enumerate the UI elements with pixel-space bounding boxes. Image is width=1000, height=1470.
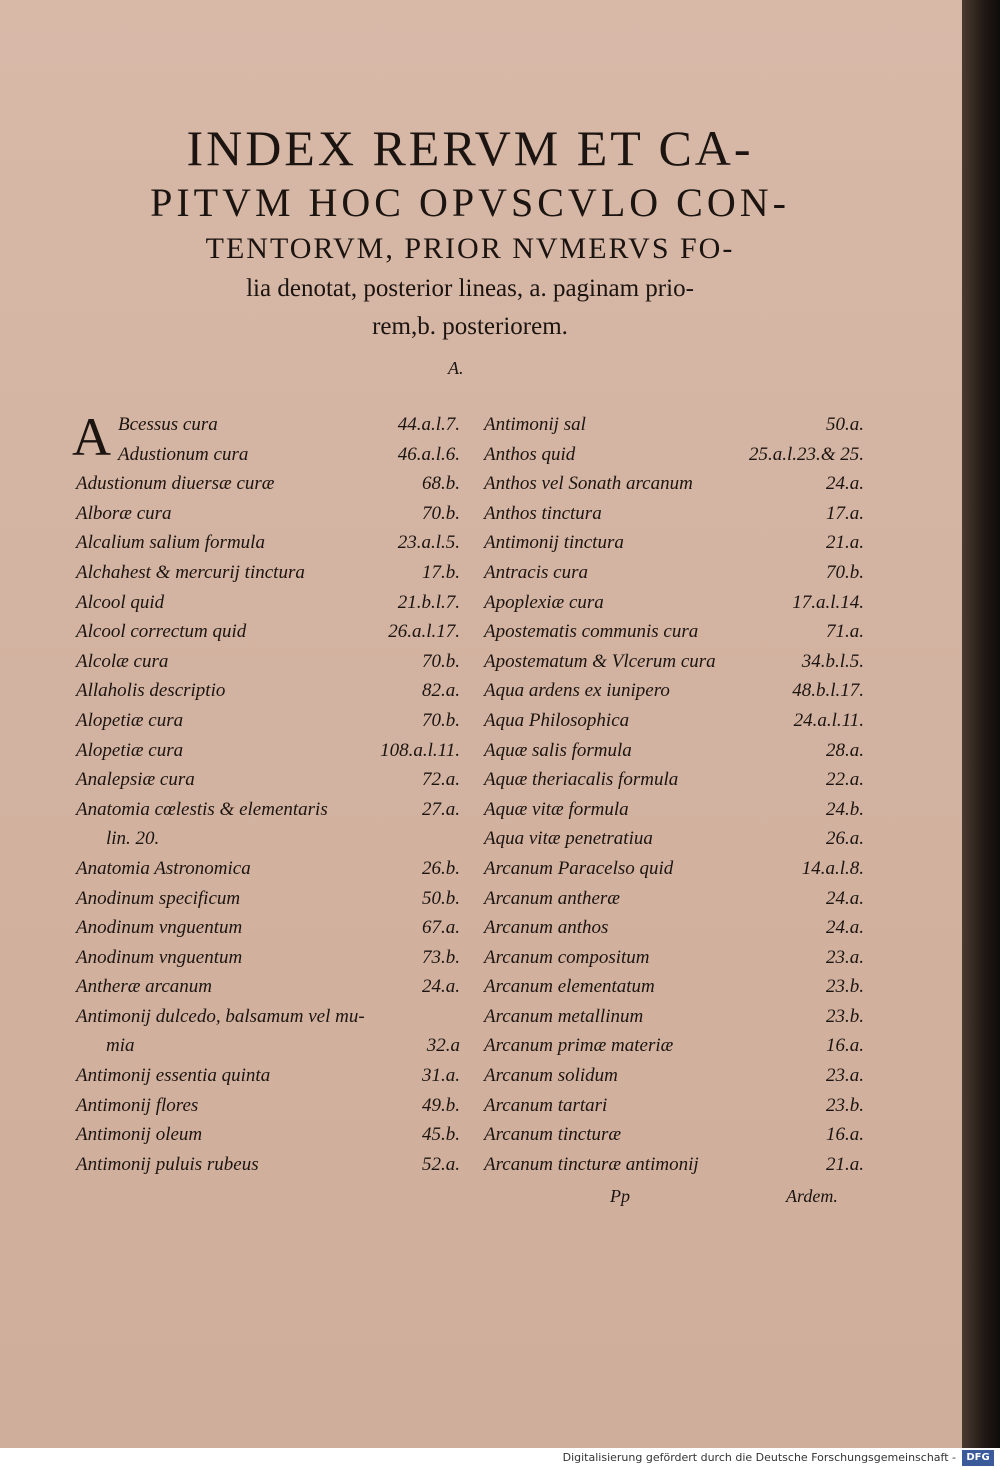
- drop-cap: A: [72, 407, 111, 467]
- entry-reference: 28.a.: [826, 739, 864, 761]
- entry-term: Antracis cura: [484, 561, 588, 583]
- entry-term: Aqua ardens ex iunipero: [484, 680, 670, 702]
- index-entry: [76, 1035, 460, 1065]
- index-entry: [76, 1006, 460, 1036]
- index-entry: [484, 740, 864, 770]
- entry-term: Anodinum vnguentum: [76, 917, 243, 939]
- index-entry: [76, 592, 460, 622]
- entry-term: Antheræ arcanum: [76, 976, 212, 998]
- index-entry: [484, 828, 864, 858]
- index-entry: [76, 1154, 460, 1184]
- entry-reference: 24.a.: [826, 917, 864, 939]
- page-edge: [962, 0, 1000, 1448]
- index-column-right: [484, 414, 864, 1183]
- entry-term: Alboræ cura: [76, 502, 172, 524]
- index-entry: [484, 621, 864, 651]
- entry-reference: 17.a.l.14.: [792, 591, 864, 613]
- index-entry: [76, 917, 460, 947]
- entry-term: Antimonij dulcedo, balsamum vel mu-: [76, 1005, 365, 1027]
- title-line-3: TENTORVM, PRIOR NVMERVS FO-: [205, 232, 735, 265]
- entry-term: Anthos vel Sonath arcanum: [484, 473, 693, 495]
- entry-reference: 70.b.: [826, 561, 864, 583]
- entry-term: Alcalium salium formula: [76, 532, 265, 554]
- entry-reference: 21.a.: [826, 532, 864, 554]
- entry-term: Anodinum vnguentum: [76, 946, 243, 968]
- entry-term: Antimonij essentia quinta: [76, 1065, 271, 1087]
- entry-term: lin. 20.: [106, 828, 160, 850]
- signature-mark: Pp: [610, 1186, 630, 1206]
- entry-term: Bcessus cura: [118, 414, 218, 435]
- index-entry: [76, 710, 460, 740]
- entry-term: Arcanum antheræ: [484, 887, 620, 909]
- entry-reference: 67.a.: [422, 917, 460, 939]
- entry-reference: 72.a.: [422, 769, 460, 791]
- entry-reference: 24.a.: [422, 976, 460, 998]
- entry-term: Anthos tinctura: [484, 502, 602, 524]
- entry-term: Arcanum primæ materiæ: [484, 1035, 674, 1057]
- entry-reference: 27.a.: [422, 798, 460, 820]
- index-entry: [76, 1065, 460, 1095]
- entry-term: Arcanum compositum: [484, 946, 650, 968]
- entry-reference: 34.b.l.5.: [801, 650, 864, 672]
- entry-reference: 32.a: [426, 1035, 460, 1057]
- index-entry: [76, 828, 460, 858]
- entry-reference: 24.b.: [826, 798, 864, 820]
- entry-reference: 26.a.: [826, 828, 864, 850]
- entry-reference: 50.b.: [422, 887, 460, 909]
- entry-term: Allaholis descriptio: [76, 680, 226, 702]
- index-entry: [76, 621, 460, 651]
- entry-reference: 23.a.: [826, 946, 864, 968]
- index-entry: [484, 976, 864, 1006]
- entry-term: Antimonij oleum: [76, 1124, 203, 1146]
- index-entry: [76, 680, 460, 710]
- entry-reference: 68.b.: [422, 473, 460, 495]
- index-title: [60, 118, 880, 346]
- entry-term: Arcanum Paracelso quid: [484, 857, 674, 879]
- index-entry: [484, 917, 864, 947]
- entry-reference: 50.a.: [826, 414, 864, 435]
- entry-term: Anthos quid: [484, 443, 576, 465]
- entry-reference: 71.a.: [826, 621, 864, 643]
- entry-term: Alopetiæ cura: [76, 739, 184, 761]
- entry-term: Arcanum anthos: [484, 917, 609, 939]
- entry-term: Aquæ vitæ formula: [484, 798, 629, 820]
- index-entry: [484, 680, 864, 710]
- entry-reference: 48.b.l.17.: [792, 680, 864, 702]
- index-entry: [484, 888, 864, 918]
- index-entry: [484, 947, 864, 977]
- entry-reference: 17.a.: [826, 502, 864, 524]
- entry-reference: 16.a.: [826, 1035, 864, 1057]
- index-entry: [484, 473, 864, 503]
- entry-term: Aquæ salis formula: [484, 739, 632, 761]
- entry-reference: 82.a.: [422, 680, 460, 702]
- entry-reference: 26.b.: [422, 857, 460, 879]
- catchword: Ardem.: [786, 1186, 838, 1206]
- entry-term: Arcanum tartari: [484, 1094, 608, 1116]
- entry-reference: 26.a.l.17.: [388, 621, 460, 643]
- title-line-5: rem,b. posteriorem.: [372, 313, 568, 340]
- index-entry: [76, 1095, 460, 1125]
- index-entry: [76, 769, 460, 799]
- footer-credit: Digitalisierung gefördert durch die Deutsche Forschungsgemeinschaft -: [562, 1451, 956, 1464]
- entry-term: Arcanum elementatum: [484, 976, 655, 998]
- entry-reference: 24.a.: [826, 887, 864, 909]
- entry-reference: 17.b.: [422, 561, 460, 583]
- entry-reference: 70.b.: [422, 502, 460, 524]
- title-line-4: lia denotat, posterior lineas, a. paginam prio-: [246, 275, 694, 302]
- entry-reference: 22.a.: [826, 769, 864, 791]
- index-entry: [76, 740, 460, 770]
- entry-reference: 23.a.l.5.: [397, 532, 460, 554]
- entry-term: Alchahest & mercurij tinctura: [76, 561, 305, 583]
- index-entry: [76, 976, 460, 1006]
- entry-reference: 23.b.: [826, 976, 864, 998]
- entry-term: Antimonij puluis rubeus: [76, 1153, 259, 1175]
- entry-reference: 23.b.: [826, 1094, 864, 1116]
- entry-term: Aqua vitæ penetratiua: [484, 828, 653, 850]
- entry-reference: 14.a.l.8.: [801, 857, 864, 879]
- entry-reference: 44.a.l.7.: [397, 414, 460, 435]
- index-entry: [76, 888, 460, 918]
- entry-term: Alcolæ cura: [76, 650, 169, 672]
- section-letter: A.: [448, 358, 464, 378]
- entry-reference: 70.b.: [422, 709, 460, 731]
- entry-reference: 52.a.: [422, 1153, 460, 1175]
- entry-reference: 70.b.: [422, 650, 460, 672]
- index-entry: [76, 444, 460, 474]
- index-entry: [484, 799, 864, 829]
- entry-reference: 49.b.: [422, 1094, 460, 1116]
- entry-term: Alcool correctum quid: [76, 621, 247, 643]
- entry-term: Anatomia Astronomica: [76, 857, 251, 879]
- entry-reference: 31.a.: [422, 1065, 460, 1087]
- index-entry: [484, 1065, 864, 1095]
- entry-reference: 23.b.: [826, 1005, 864, 1027]
- index-entry: [484, 710, 864, 740]
- entry-term: Antimonij flores: [76, 1094, 199, 1116]
- index-entry: [484, 592, 864, 622]
- entry-reference: 24.a.: [826, 473, 864, 495]
- dfg-logo: DFG: [962, 1450, 994, 1466]
- title-line-1: INDEX RERVM ET CA-: [186, 120, 754, 176]
- title-line-2: PITVM HOC OPVSCVLO CON-: [150, 180, 790, 225]
- entry-term: Anodinum specificum: [76, 887, 241, 909]
- entry-term: Alcool quid: [76, 591, 165, 613]
- entry-reference: 46.a.l.6.: [397, 443, 460, 465]
- index-entry: [484, 1124, 864, 1154]
- entry-term: Arcanum metallinum: [484, 1005, 644, 1027]
- index-entry: [76, 947, 460, 977]
- index-entry: [484, 503, 864, 533]
- entry-term: Apostematis communis cura: [484, 621, 699, 643]
- entry-term: Arcanum tincturæ: [484, 1124, 622, 1146]
- index-entry: [484, 532, 864, 562]
- index-entry: [484, 1095, 864, 1125]
- index-entry: [484, 1006, 864, 1036]
- entry-reference: 21.b.l.7.: [397, 591, 460, 613]
- entry-term: Aquæ theriacalis formula: [484, 769, 679, 791]
- entry-term: Analepsiæ cura: [76, 769, 195, 791]
- index-entry: [484, 444, 864, 474]
- index-entry: [76, 473, 460, 503]
- entry-reference: 73.b.: [422, 946, 460, 968]
- index-entry: [484, 769, 864, 799]
- index-column-left: [76, 414, 460, 1183]
- entry-term: Antimonij tinctura: [484, 532, 624, 554]
- index-entry: [76, 1124, 460, 1154]
- entry-reference: 45.b.: [422, 1124, 460, 1146]
- entry-term: Adustionum diuersæ curæ: [76, 473, 275, 495]
- entry-term: Aqua Philosophica: [484, 709, 630, 731]
- entry-term: mia: [106, 1035, 135, 1057]
- index-entry: [76, 503, 460, 533]
- entry-term: Arcanum tincturæ antimonij: [484, 1153, 699, 1175]
- entry-term: Anatomia cœlestis & elementaris: [76, 798, 328, 820]
- index-entry: [484, 414, 864, 444]
- index-entry: [484, 562, 864, 592]
- entry-reference: 108.a.l.11.: [380, 739, 460, 761]
- entry-term: Antimonij sal: [484, 414, 586, 435]
- entry-term: Apostematum & Vlcerum cura: [484, 650, 716, 672]
- entry-reference: 21.a.: [826, 1153, 864, 1175]
- index-entry: [76, 532, 460, 562]
- entry-term: Arcanum solidum: [484, 1065, 618, 1087]
- entry-term: Apoplexiæ cura: [484, 591, 604, 613]
- index-entry: [484, 858, 864, 888]
- index-entry: [76, 562, 460, 592]
- entry-reference: 25.a.l.23.& 25.: [748, 443, 864, 465]
- index-entry: [76, 799, 460, 829]
- entry-term: Alopetiæ cura: [76, 709, 184, 731]
- index-entry: [76, 414, 460, 444]
- index-entry: [484, 651, 864, 681]
- index-entry: [76, 651, 460, 681]
- entry-reference: 16.a.: [826, 1124, 864, 1146]
- entry-reference: 24.a.l.11.: [793, 709, 864, 731]
- index-entry: [76, 858, 460, 888]
- index-entry: [484, 1035, 864, 1065]
- entry-term: Adustionum cura: [118, 443, 249, 465]
- index-entry: [484, 1154, 864, 1184]
- entry-reference: 23.a.: [826, 1065, 864, 1087]
